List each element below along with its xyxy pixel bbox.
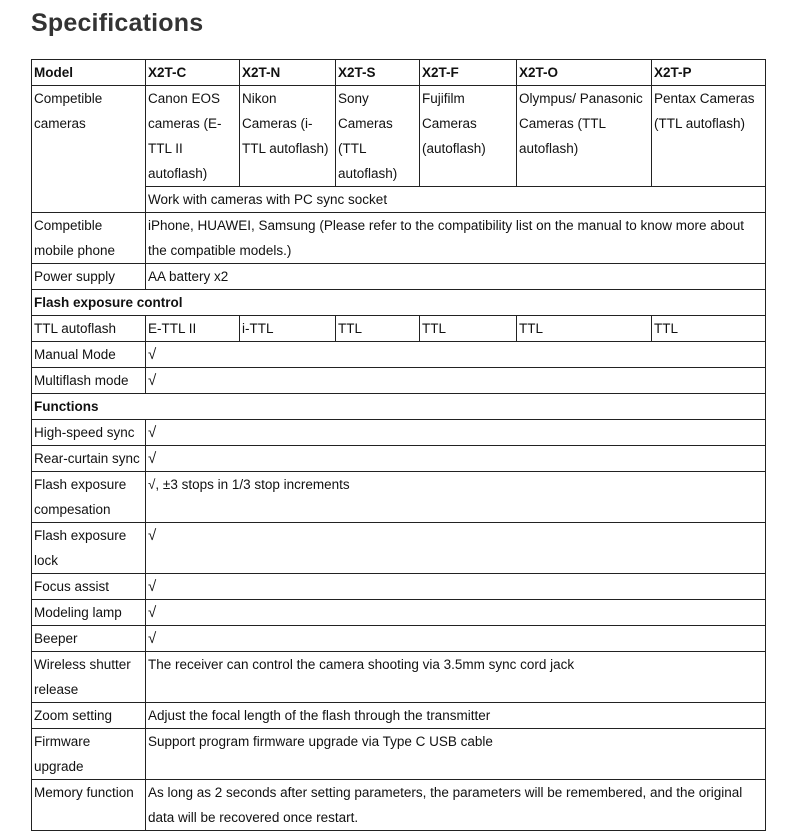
ttl-x2t-n: i-TTL [240,316,336,342]
model-row [32,60,766,86]
mobile-row [32,213,766,264]
manual-label: Manual Mode [32,342,146,368]
cameras-row [32,86,766,187]
function-label: Focus assist [32,574,146,600]
function-label: Memory function [32,780,146,831]
function-row [32,729,766,780]
function-row [32,574,766,600]
model-x2t-c: X2T-C [146,60,240,86]
multiflash-row [32,368,766,394]
function-row [32,703,766,729]
multiflash-label: Multiflash mode [32,368,146,394]
function-value: The receiver can control the camera shooting via 3.5mm sync cord jack [146,652,766,703]
function-label: Rear-curtain sync [32,446,146,472]
function-value: √ [146,600,766,626]
ttl-label: TTL autoflash [32,316,146,342]
cameras-x2t-p: Pentax Cameras (TTL autoflash) [652,86,766,187]
power-label: Power supply [32,264,146,290]
power-value: AA battery x2 [146,264,766,290]
ttl-row [32,316,766,342]
function-row [32,472,766,523]
ttl-x2t-f: TTL [420,316,517,342]
manual-row [32,342,766,368]
function-label: Zoom setting [32,703,146,729]
function-label: Modeling lamp [32,600,146,626]
cameras-x2t-c: Canon EOS cameras (E-TTL II autoflash) [146,86,240,187]
function-row [32,626,766,652]
power-row [32,264,766,290]
page-title: Specifications [31,9,204,37]
function-label: Flash exposure compesation [32,472,146,523]
function-value: √ [146,420,766,446]
function-value: √, ±3 stops in 1/3 stop increments [146,472,766,523]
model-x2t-f: X2T-F [420,60,517,86]
model-x2t-n: X2T-N [240,60,336,86]
pc-sync-value: Work with cameras with PC sync socket [146,187,766,213]
cameras-x2t-s: Sony Cameras (TTL autoflash) [336,86,420,187]
flash-section-heading: Flash exposure control [32,290,766,316]
functions-section-row [32,394,766,420]
cameras-label: Competible cameras [32,86,146,213]
model-x2t-s: X2T-S [336,60,420,86]
cameras-x2t-f: Fujifilm Cameras (autoflash) [420,86,517,187]
ttl-x2t-s: TTL [336,316,420,342]
function-row [32,780,766,831]
specifications-table [31,59,766,831]
function-label: Flash exposure lock [32,523,146,574]
function-row [32,446,766,472]
ttl-x2t-c: E-TTL II [146,316,240,342]
function-value: Adjust the focal length of the flash through the transmitter [146,703,766,729]
cameras-x2t-n: Nikon Cameras (i-TTL autoflash) [240,86,336,187]
mobile-label: Competible mobile phone [32,213,146,264]
function-value: √ [146,446,766,472]
function-label: Wireless shutter release [32,652,146,703]
mobile-value: iPhone, HUAWEI, Samsung (Please refer to the compatibility list on the manual to know more about the compatible models.) [146,213,766,264]
manual-value: √ [146,342,766,368]
function-row [32,652,766,703]
function-label: High-speed sync [32,420,146,446]
function-row [32,523,766,574]
function-value: As long as 2 seconds after setting parameters, the parameters will be remembered, and the original data will be recovered once restart. [146,780,766,831]
model-x2t-p: X2T-P [652,60,766,86]
function-value: √ [146,523,766,574]
function-row [32,600,766,626]
function-label: Beeper [32,626,146,652]
ttl-x2t-o: TTL [517,316,652,342]
model-x2t-o: X2T-O [517,60,652,86]
function-value: √ [146,626,766,652]
model-label: Model [32,60,146,86]
function-row [32,420,766,446]
function-value: √ [146,574,766,600]
cameras-x2t-o: Olympus/ Panasonic Cameras (TTL autoflash) [517,86,652,187]
multiflash-value: √ [146,368,766,394]
function-value: Support program firmware upgrade via Type C USB cable [146,729,766,780]
functions-section-heading: Functions [32,394,766,420]
function-label: Firmware upgrade [32,729,146,780]
ttl-x2t-p: TTL [652,316,766,342]
flash-section-row [32,290,766,316]
